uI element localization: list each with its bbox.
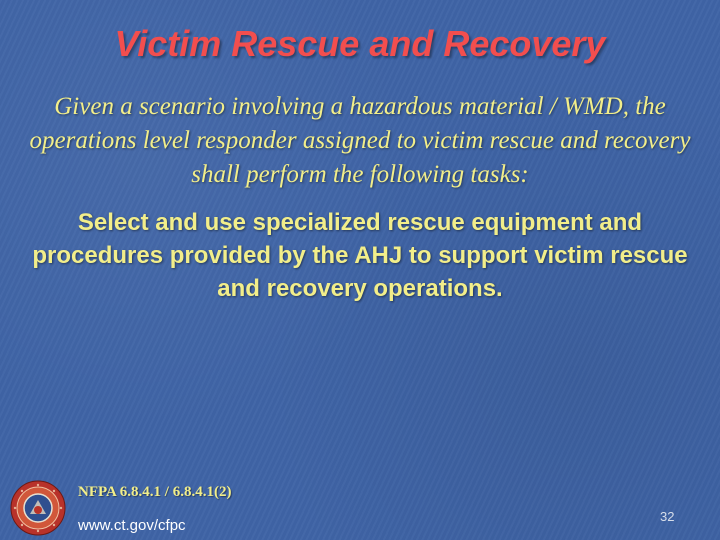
seal-icon bbox=[10, 480, 66, 536]
page-number: 32 bbox=[660, 509, 675, 524]
intro-text: Given a scenario involving a hazardous material / WMD, the operations level responder assigned to victim rescue and recovery shall perform the following tasks: bbox=[29, 93, 691, 188]
slide-title: Victim Rescue and Recovery bbox=[114, 23, 606, 64]
task-text: Select and use specialized rescue equipment and procedures provided by the AHJ to support victim rescue and recovery operations. bbox=[32, 209, 688, 302]
website-link[interactable]: www.ct.gov/cfpc bbox=[78, 517, 186, 534]
nfpa-reference: NFPA 6.8.4.1 / 6.8.4.1(2) bbox=[78, 484, 232, 500]
